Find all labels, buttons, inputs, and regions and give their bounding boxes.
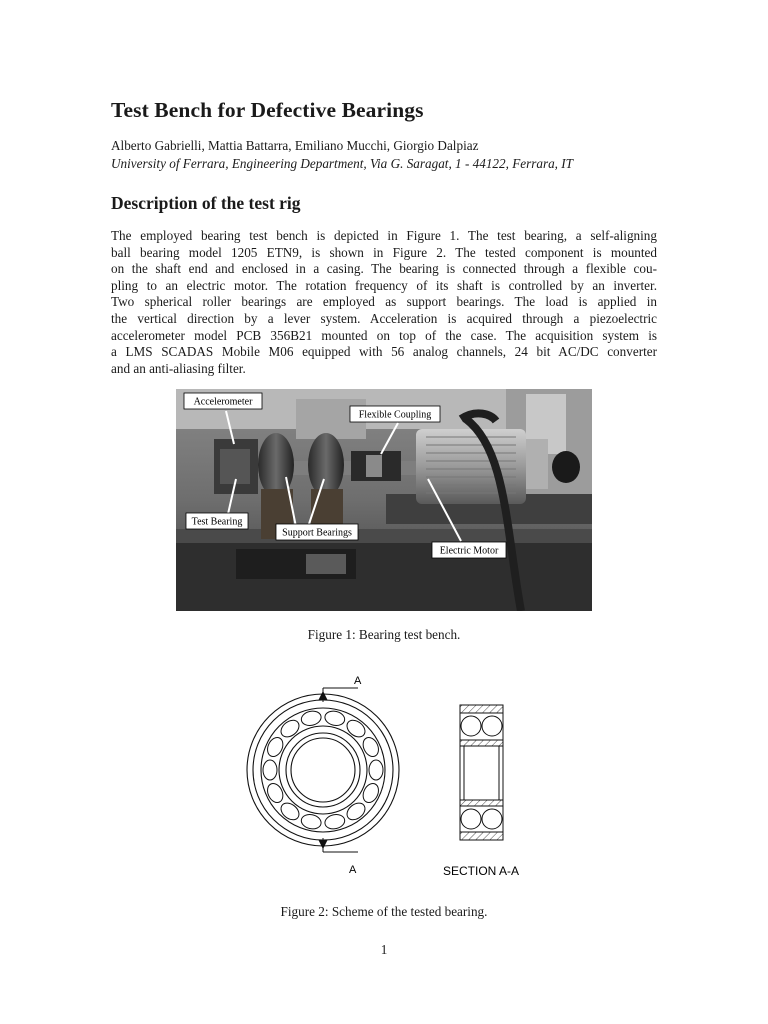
section-marker-top: A <box>354 675 362 687</box>
section-heading: Description of the test rig <box>111 193 301 213</box>
roller-element <box>300 709 323 727</box>
figure-2-caption: Figure 2: Scheme of the tested bearing. <box>280 904 488 919</box>
roller-element <box>344 800 368 823</box>
label-text: Electric Motor <box>439 545 499 557</box>
roller-element <box>265 781 286 805</box>
paragraph-line: a LMS SCADAS Mobile M06 equipped with 56 analog channels, 24 bit AC/DC converter <box>111 344 657 360</box>
paragraph-line: Two spherical roller bearings are employed as support bearings. The load is applied in <box>111 294 657 310</box>
paper-title: Test Bench for Defective Bearings <box>111 98 424 122</box>
label-test-bearing <box>186 513 248 529</box>
roller-element <box>360 781 381 805</box>
test-bench-photo <box>176 389 592 611</box>
label-accelerometer <box>184 393 262 409</box>
paragraph-line: and an anti-aliasing filter. <box>111 360 246 376</box>
paragraph-line: accelerometer model PCB 356B21 mounted on top of the case. The acquisition system is <box>111 327 657 343</box>
paragraph-line: pling to an electric motor. The rotation frequency of its shaft is controlled by an inverter. <box>111 277 657 293</box>
paragraph-line: the vertical direction by a lever system. Acceleration is acquired through a piezoelectric <box>111 310 657 326</box>
roller-element <box>278 800 302 823</box>
roller-element <box>323 813 346 831</box>
body-paragraph <box>111 228 657 377</box>
label-flexible-coupling <box>350 406 440 422</box>
label-text: Flexible Coupling <box>358 409 432 421</box>
roller-element <box>323 709 346 727</box>
section-marker-bottom: A <box>349 864 357 876</box>
roller-element <box>360 735 381 759</box>
label-electric-motor <box>432 542 506 558</box>
label-text: Support Bearings <box>282 527 352 539</box>
label-text: Test Bearing <box>191 516 243 528</box>
bearing-scheme-drawing <box>230 668 550 882</box>
author-list: Alberto Gabrielli, Mattia Battarra, Emiliano Mucchi, Giorgio Dalpiaz <box>111 138 479 153</box>
label-text: Accelerometer <box>193 396 253 408</box>
label-support-bearings <box>276 524 358 540</box>
paragraph-line: ball bearing model 1205 ETN9, is shown in Figure 2. The tested component is mounted <box>111 244 657 260</box>
section-label: SECTION A-A <box>442 864 520 878</box>
paragraph-line: on the shaft end and enclosed in a casing. The bearing is connected through a flexible cou- <box>111 261 657 277</box>
roller-element <box>263 760 277 780</box>
affiliation: University of Ferrara, Engineering Department, Via G. Saragat, 1 - 44122, Ferrara, IT <box>111 156 574 171</box>
roller-element <box>300 813 323 831</box>
figure-1-caption: Figure 1: Bearing test bench. <box>307 627 461 642</box>
roller-element <box>278 717 302 740</box>
paragraph-line: The employed bearing test bench is depicted in Figure 1. The test bearing, a self-aligning <box>111 228 657 243</box>
page-number: 1 <box>380 942 388 957</box>
roller-element <box>344 717 368 740</box>
roller-element <box>265 735 286 759</box>
roller-element <box>369 760 383 780</box>
